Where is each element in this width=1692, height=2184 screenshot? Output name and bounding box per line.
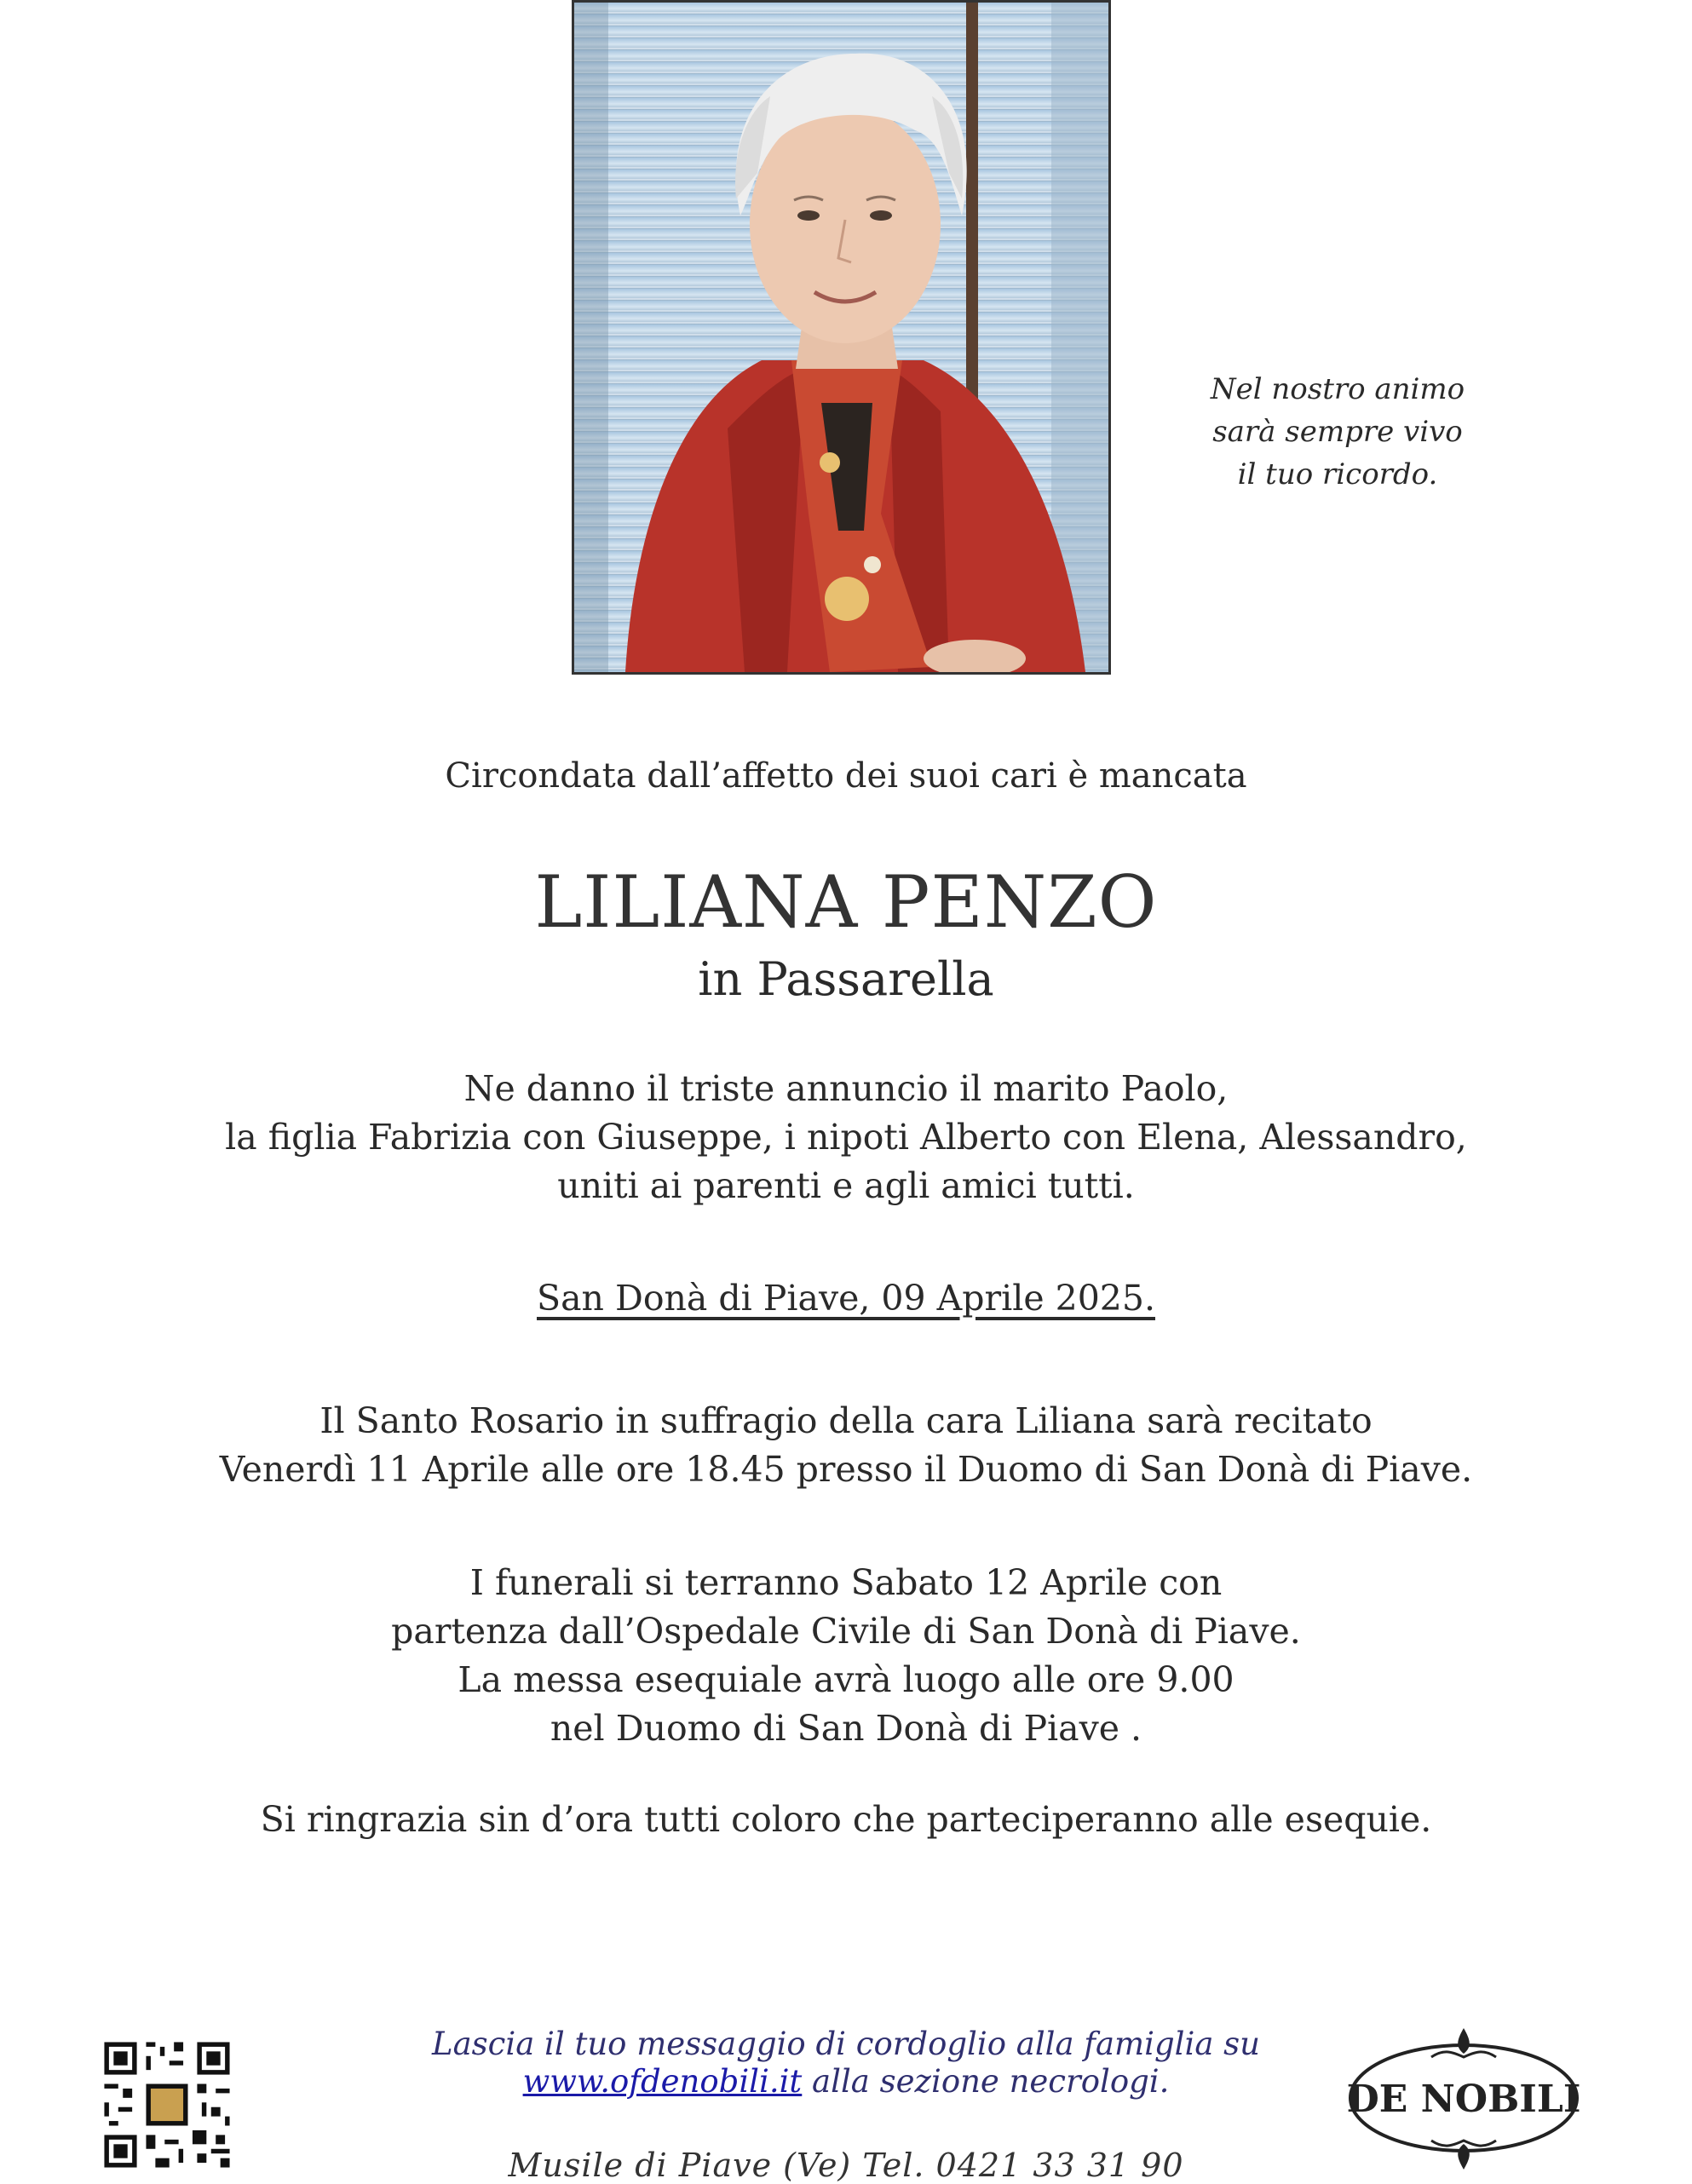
announcement-line: Ne danno il triste annuncio il marito Paolo, bbox=[463, 1068, 1229, 1109]
funeral-line: partenza dall’Ospedale Civile di San Donà di Piave. bbox=[391, 1611, 1301, 1652]
rosary-line: Il Santo Rosario in suffragio della cara Liliana sarà recitato bbox=[319, 1400, 1373, 1441]
announcement-line: uniti ai parenti e agli amici tutti. bbox=[557, 1165, 1135, 1206]
logo-text: DE NOBILI bbox=[1346, 2078, 1581, 2121]
condolence-section-text: alla sezione necrologi. bbox=[802, 2063, 1170, 2100]
married-name: in Passarella bbox=[698, 952, 994, 1006]
announcement-line: la figlia Fabrizia con Giuseppe, i nipoti Alberto con Elena, Alessandro, bbox=[225, 1117, 1467, 1158]
website-link[interactable]: www.ofdenobili.it bbox=[522, 2063, 803, 2100]
funeral-info bbox=[0, 1559, 1692, 1753]
quote-line: Nel nostro animo bbox=[1210, 372, 1465, 406]
intro-text: Circondata dall’affetto dei suoi cari è mancata bbox=[445, 756, 1247, 796]
memorial-quote bbox=[1159, 368, 1516, 496]
de-nobili-logo-icon bbox=[1346, 2023, 1581, 2172]
rosary-info bbox=[0, 1397, 1692, 1494]
funeral-line: nel Duomo di San Donà di Piave . bbox=[550, 1708, 1142, 1749]
condolence-message: Lascia il tuo messaggio di cordoglio alla famiglia su bbox=[432, 2026, 1260, 2062]
quote-line: il tuo ricordo. bbox=[1237, 457, 1438, 491]
announcement bbox=[0, 1065, 1692, 1210]
funeral-line: La messa esequiale avrà luogo alle ore 9.00 bbox=[458, 1659, 1234, 1700]
portrait-photo bbox=[572, 0, 1111, 675]
funeral-line: I funerali si terranno Sabato 12 Aprile con bbox=[469, 1562, 1223, 1603]
contact-info: Musile di Piave (Ve) Tel. 0421 33 31 90 bbox=[508, 2147, 1184, 2184]
place-date: San Donà di Piave, 09 Aprile 2025. bbox=[537, 1278, 1155, 1319]
thanks-text: Si ringrazia sin d’ora tutti coloro che parteciperanno alle esequie. bbox=[260, 1799, 1432, 1840]
deceased-name: LILIANA PENZO bbox=[534, 860, 1158, 944]
quote-line: sarà sempre vivo bbox=[1212, 415, 1463, 449]
portrait-illustration bbox=[574, 3, 1108, 672]
rosary-line: Venerdì 11 Aprile alle ore 18.45 presso il Duomo di San Donà di Piave. bbox=[219, 1449, 1473, 1490]
